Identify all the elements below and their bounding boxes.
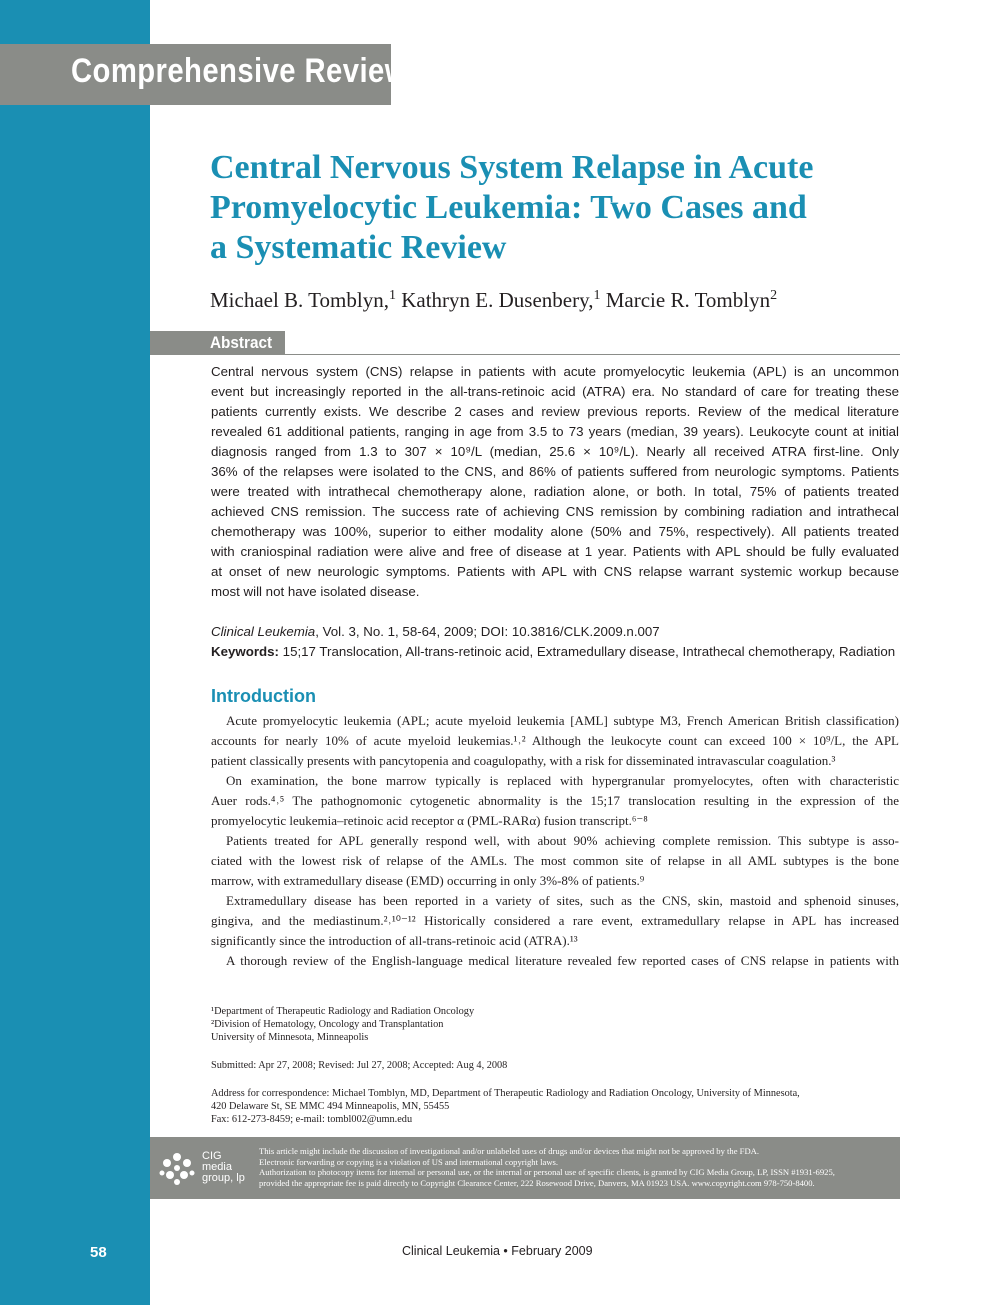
author-affiliation: 1 <box>388 288 396 303</box>
intro-line: significantly since the introduction of all-trans-retinoic acid (ATRA).¹³ <box>211 933 578 948</box>
logo-line: group, lp <box>202 1172 245 1184</box>
title-line: Promyelocytic Leukemia: Two Cases and <box>210 189 807 226</box>
abstract-label-box <box>150 331 285 355</box>
author-list <box>210 288 777 313</box>
citation <box>211 622 660 642</box>
notice-line: Electronic forwarding or copying is a violation of US and international copyright laws. <box>259 1156 559 1167</box>
intro-line: gingiva, and the mediastinum.²˒¹⁰⁻¹² Historically considered a rare event, extramedullary relapse in APL has increased <box>211 913 899 928</box>
keywords <box>211 642 895 662</box>
article-title <box>210 148 890 268</box>
abstract-line: Central nervous system (CNS) relapse in patients with acute promyelocytic leukemia (APL) is an uncommon <box>211 364 899 379</box>
publisher-logo-text <box>202 1151 245 1184</box>
author-name: Marcie R. Tomblyn <box>605 288 771 312</box>
author-name: Kathryn E. Dusenbery, <box>401 288 594 312</box>
affiliations <box>211 1005 474 1044</box>
abstract-line: were treated with intrathecal chemotherapy alone, radiation alone, or both. In total, 75% of patients treated <box>211 484 899 499</box>
abstract-line: patients currently exists. We describe 2 cases and review previous reports. Review of the medical literature <box>211 404 899 419</box>
page-number: 58 <box>90 1244 107 1261</box>
title-line: Central Nervous System Relapse in Acute <box>210 149 814 186</box>
introduction-heading: Introduction <box>211 686 316 706</box>
abstract-line: 36% of the relapses were isolated to the CNS, and 86% of patients suffered from neurologic symptoms. Patients <box>211 464 899 479</box>
correspondence-line: Address for correspondence: Michael Tomblyn, MD, Department of Therapeutic Radiology and Radiation Oncology, University of Minnesota, <box>211 1088 800 1099</box>
abstract-text <box>211 362 899 602</box>
abstract-label: Abstract <box>210 333 273 352</box>
section-banner <box>0 44 408 105</box>
publisher-notice-text <box>259 1146 835 1188</box>
intro-line: Patients treated for APL generally respond well, with about 90% achieving complete remission. This subtype is asso- <box>226 833 899 848</box>
affiliation-line: ²Division of Hematology, Oncology and Transplantation <box>211 1019 444 1030</box>
correspondence-line: 420 Delaware St, SE MMC 494 Minneapolis, MN, 55455 <box>211 1101 450 1112</box>
correspondence-line: Fax: 612-273-8459; e-mail: tombl002@umn.edu <box>211 1114 413 1125</box>
intro-line: A thorough review of the English-language medical literature revealed few reported cases of CNS relapse in patients with <box>226 953 899 968</box>
abstract-line: at onset of new neurologic symptoms. Patients with APL with CNS relapse warrant systemic workup because <box>211 564 899 579</box>
citation-journal: Clinical Leukemia <box>211 624 316 639</box>
running-footer: Clinical Leukemia • February 2009 <box>402 1244 593 1258</box>
logo-line: CIG <box>202 1150 222 1162</box>
intro-line: accounts for nearly 10% of acute myeloid leukemias.¹˒² Although the leukocyte count can exceed 100 × 10⁹/L, the APL <box>211 733 899 748</box>
author-affiliation: 2 <box>770 288 778 303</box>
correspondence-address <box>211 1087 800 1126</box>
intro-line: patient classically presents with pancytopenia and coagulopathy, with a risk for disseminated intravascular coagulation.³ <box>211 753 836 768</box>
title-line: a Systematic Review <box>210 229 507 266</box>
submission-dates: Submitted: Apr 27, 2008; Revised: Jul 27, 2008; Accepted: Aug 4, 2008 <box>211 1060 508 1071</box>
keywords-label: Keywords: <box>211 644 279 659</box>
keywords-text: 15;17 Translocation, All-trans-retinoic acid, Extramedullary disease, Intrathecal chemotherapy, Radiation <box>278 644 896 659</box>
intro-line: Acute promyelocytic leukemia (APL; acute myeloid leukemia [AML] subtype M3, French American British classification) <box>226 713 899 728</box>
left-color-bar <box>0 0 150 1305</box>
notice-line: Authorization to photocopy items for internal or personal use, or the internal or personal use of specific clients, is granted by CIG Media Group, LP, ISSN #1931-6925, <box>259 1167 835 1178</box>
abstract-line: with craniospinal radiation were alive and free of disease at 1 year. Patients with APL should be fully evaluated <box>211 544 899 559</box>
notice-line: This article might include the discussion of investigational and/or unlabeled uses of drugs and/or devices that might not be approved by the FDA. <box>259 1146 760 1156</box>
logo-line: media <box>202 1161 232 1173</box>
section-label: Comprehensive Review <box>71 52 408 90</box>
affiliation-line: ¹Department of Therapeutic Radiology and Radiation Oncology <box>211 1006 475 1017</box>
abstract-line: revealed 61 additional patients, ranging in age from 3.5 to 73 years (median, 39 years). Leukocyte count at initial <box>211 424 899 439</box>
abstract-line: most will not have isolated disease. <box>211 584 420 599</box>
intro-line: ciated with the lowest risk of relapse of the AMLs. The most common site of relapse in all AML subtypes is the bone <box>211 853 899 868</box>
intro-line: On examination, the bone marrow typically is replaced with hypergranular promyelocytes, often with characteristic <box>226 773 899 788</box>
intro-line: Auer rods.⁴˒⁵ The pathognomonic cytogenetic abnormality is the 15;17 translocation resulting in the expression of the <box>211 793 899 808</box>
publisher-logo <box>158 1149 248 1189</box>
author-affiliation: 1 <box>593 288 601 303</box>
citation-details: , Vol. 3, No. 1, 58-64, 2009; DOI: 10.3816/CLK.2009.n.007 <box>315 624 660 639</box>
introduction-text <box>211 711 899 971</box>
intro-line: promyelocytic leukemia–retinoic acid receptor α (PML-RARα) fusion transcript.⁶⁻⁸ <box>211 813 648 828</box>
abstract-line: chemotherapy was 100%, superior to either modality alone (50% and 75%, respectively). All patients treated <box>211 524 899 539</box>
abstract-line: diagnosis ranged from 1.3 to 307 × 10⁹/L (median, 25.6 × 10⁹/L). Nearly all received ATRA first-line. Only <box>211 444 899 459</box>
intro-line: Extramedullary disease has been reported in a variety of sites, such as the CNS, skin, mastoid and sphenoid sinuses, <box>226 893 899 908</box>
affiliation-line: University of Minnesota, Minneapolis <box>211 1032 369 1043</box>
abstract-line: achieved CNS remission. The success rate of achieving CNS remission by combining radiation and intrathecal <box>211 504 899 519</box>
notice-line: provided the appropriate fee is paid directly to Copyright Clearance Center, 222 Rosewood Drive, Danvers, MA 01923 USA. www.copyright.com 978-750-8400. <box>259 1177 815 1188</box>
publisher-notice-box <box>150 1137 900 1199</box>
author-name: Michael B. Tomblyn, <box>210 288 389 312</box>
intro-line: marrow, with extramedullary disease (EMD) occurring in only 3%-8% of patients.⁹ <box>211 873 645 888</box>
abstract-line: event but increasingly reported in the all-trans-retinoic acid (ATRA) era. No standard of care for treating these <box>211 384 899 399</box>
flower-logo-icon <box>158 1151 196 1187</box>
